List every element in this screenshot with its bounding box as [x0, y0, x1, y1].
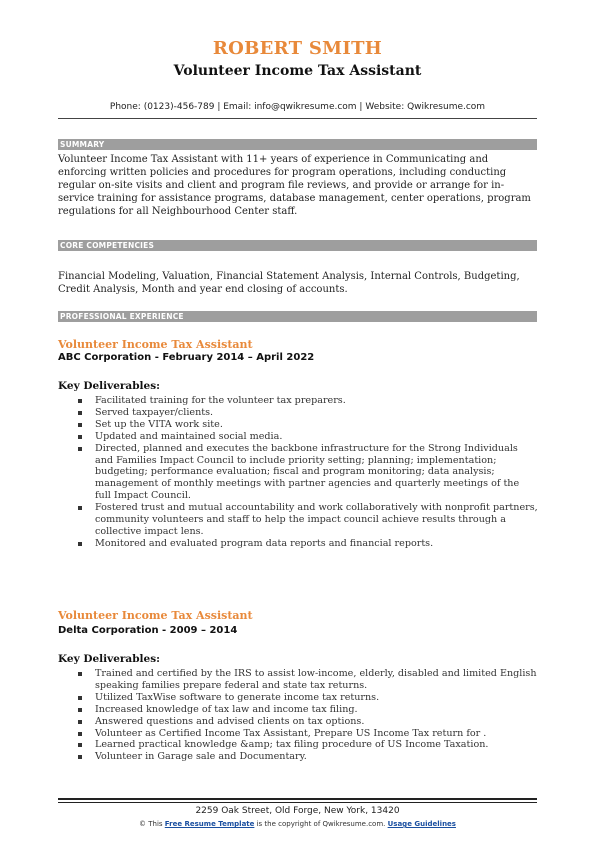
job-role: Volunteer Income Tax Assistant — [58, 338, 253, 351]
section-heading-competencies: CORE COMPETENCIES — [58, 240, 537, 251]
list-item: Directed, planned and executes the backbone infrastructure for the Strong Individuals and Families Impact Council to include priority setting; planning; implementation; budgeting; performance evaluation; fiscal and program monitoring; data analysis; management of monthly meetings with partner agencies and quarterly meetings of the full Impact Council. — [58, 443, 538, 503]
list-item: Facilitated training for the volunteer tax preparers. — [58, 395, 538, 407]
candidate-name: ROBERT SMITH — [212, 38, 383, 59]
job-company: Delta Corporation - 2009 – 2014 — [58, 625, 238, 636]
summary-text: Volunteer Income Tax Assistant with 11+ years of experience in Communicating and enforcing written policies and procedures for program operations, including conducting regular on-site visits and client and program file reviews, and provide or arrange for in-service training for assistance programs, database management, center operations, program regulations for all Neighbourhood Center staff. — [58, 154, 531, 217]
contact-line: Phone: (0123)-456-789 | Email: info@qwikresume.com | Website: Qwikresume.com — [109, 102, 486, 112]
footer-divider — [58, 798, 537, 800]
footer-address: 2259 Oak Street, Old Forge, New York, 13420 — [195, 806, 400, 816]
header-divider — [58, 118, 537, 119]
key-deliverables-label: Key Deliverables: — [58, 653, 161, 665]
section-heading-experience: PROFESSIONAL EXPERIENCE — [58, 311, 537, 322]
job-role: Volunteer Income Tax Assistant — [58, 609, 253, 622]
list-item: Served taxpayer/clients. — [58, 407, 538, 419]
list-item: Volunteer in Garage sale and Documentary. — [58, 751, 538, 763]
list-item: Answered questions and advised clients on tax options. — [58, 716, 538, 728]
list-item: Learned practical knowledge &amp; tax filing procedure of US Income Taxation. — [58, 739, 538, 751]
footer-copyright — [0, 820, 595, 828]
free-resume-template-link[interactable]: Free Resume Template — [164, 820, 255, 828]
key-deliverables-label: Key Deliverables: — [58, 380, 161, 392]
list-item: Set up the VITA work site. — [58, 419, 538, 431]
list-item: Utilized TaxWise software to generate income tax returns. — [58, 692, 538, 704]
list-item: Increased knowledge of tax law and income tax filing. — [58, 704, 538, 716]
list-item: Trained and certified by the IRS to assist low-income, elderly, disabled and limited English speaking families prepare federal and state tax returns. — [58, 668, 538, 692]
copyright-middle: is the copyright of Qwikresume.com. — [254, 820, 388, 828]
job-bullet-list — [58, 395, 538, 550]
list-item: Updated and maintained social media. — [58, 431, 538, 443]
competencies-text: Financial Modeling, Valuation, Financial Statement Analysis, Internal Controls, Budgeting, Credit Analysis, Month and year end closing of accounts. — [58, 271, 520, 295]
list-item: Volunteer as Certified Income Tax Assistant, Prepare US Income Tax return for . — [58, 728, 538, 740]
job-bullet-list — [58, 668, 538, 763]
candidate-title: Volunteer Income Tax Assistant — [173, 63, 422, 79]
footer-divider — [58, 802, 537, 803]
usage-guidelines-link[interactable]: Usage Guidelines — [387, 820, 456, 828]
job-company: ABC Corporation - February 2014 – April 2022 — [58, 352, 315, 363]
copyright-prefix: © This — [139, 820, 165, 828]
section-heading-summary: SUMMARY — [58, 139, 537, 150]
list-item: Fostered trust and mutual accountability and work collaboratively with nonprofit partners, community volunteers and staff to help the impact council achieve results through a collective impact lens. — [58, 502, 538, 538]
list-item: Monitored and evaluated program data reports and financial reports. — [58, 538, 538, 550]
